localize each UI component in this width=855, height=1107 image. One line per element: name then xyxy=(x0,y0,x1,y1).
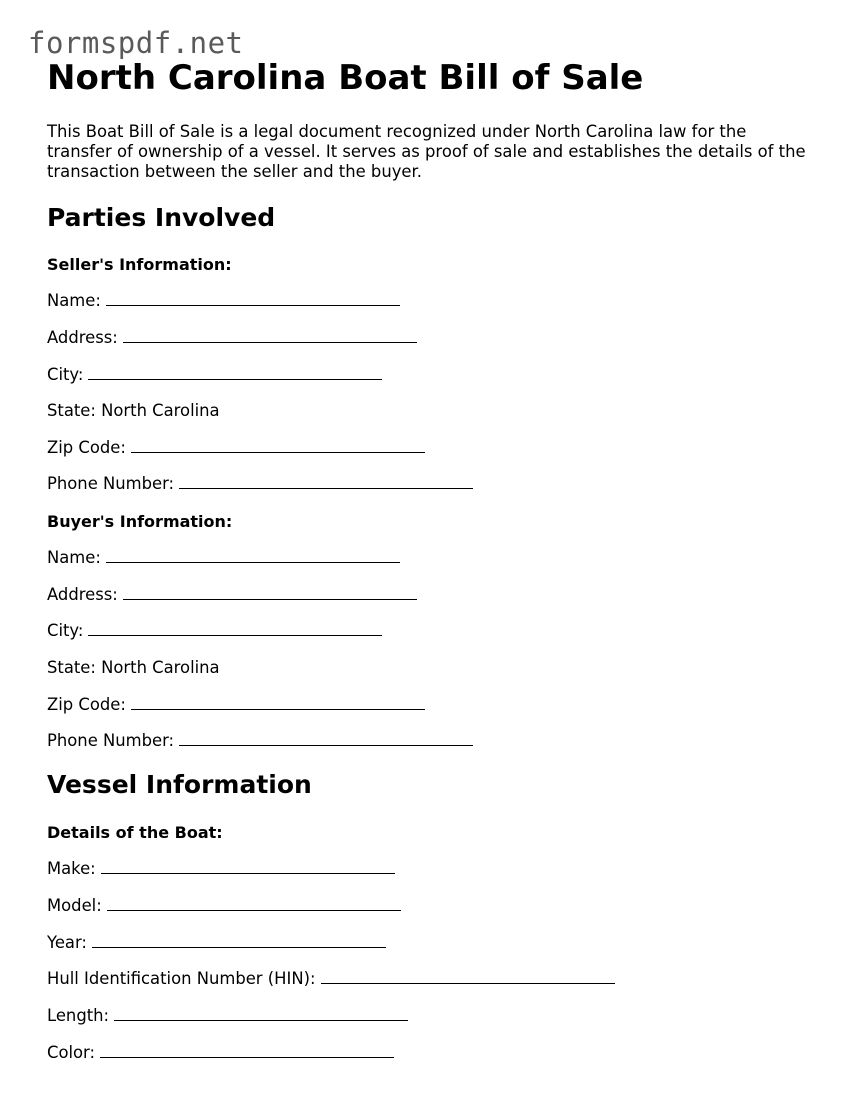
boat-details-heading: Details of the Boat: xyxy=(47,823,223,842)
boat-color-field xyxy=(47,1043,394,1062)
seller-city-field xyxy=(47,365,382,384)
buyer-phone-label: Phone Number: xyxy=(47,731,175,750)
buyer-city-label: City: xyxy=(47,621,84,640)
buyer-name-input[interactable] xyxy=(106,548,400,563)
buyer-name-label: Name: xyxy=(47,548,101,567)
boat-model-input[interactable] xyxy=(107,896,401,911)
seller-address-field xyxy=(47,328,417,347)
seller-phone-field xyxy=(47,474,473,493)
buyer-address-label: Address: xyxy=(47,585,118,604)
buyer-phone-input[interactable] xyxy=(179,731,473,746)
buyer-zip-field xyxy=(47,695,425,714)
seller-address-input[interactable] xyxy=(123,328,417,343)
boat-hin-label: Hull Identification Number (HIN): xyxy=(47,969,316,988)
buyer-address-field xyxy=(47,585,417,604)
document-title: North Carolina Boat Bill of Sale xyxy=(47,58,644,98)
buyer-city-field xyxy=(47,621,382,640)
parties-heading: Parties Involved xyxy=(47,203,276,232)
boat-hin-field xyxy=(47,969,615,988)
seller-city-input[interactable] xyxy=(88,365,382,380)
seller-zip-field xyxy=(47,438,425,457)
buyer-zip-input[interactable] xyxy=(131,695,425,710)
boat-hin-input[interactable] xyxy=(321,969,615,984)
seller-address-label: Address: xyxy=(47,328,118,347)
seller-name-field xyxy=(47,291,400,310)
boat-color-input[interactable] xyxy=(100,1043,394,1058)
seller-state: State: North Carolina xyxy=(47,401,220,420)
boat-length-label: Length: xyxy=(47,1006,110,1025)
boat-make-field xyxy=(47,859,395,878)
buyer-phone-field xyxy=(47,731,473,750)
watermark-logo: formspdf.net xyxy=(28,26,244,60)
boat-make-input[interactable] xyxy=(101,859,395,874)
boat-model-field xyxy=(47,896,401,915)
buyer-heading: Buyer's Information: xyxy=(47,512,233,531)
buyer-name-field xyxy=(47,548,400,567)
boat-length-input[interactable] xyxy=(114,1006,408,1021)
buyer-zip-label: Zip Code: xyxy=(47,695,126,714)
seller-name-label: Name: xyxy=(47,291,101,310)
seller-heading: Seller's Information: xyxy=(47,255,232,274)
seller-phone-input[interactable] xyxy=(179,474,473,489)
buyer-city-input[interactable] xyxy=(88,621,382,636)
boat-year-label: Year: xyxy=(47,933,87,952)
vessel-heading: Vessel Information xyxy=(47,770,312,799)
boat-model-label: Model: xyxy=(47,896,102,915)
boat-year-input[interactable] xyxy=(92,933,386,948)
buyer-address-input[interactable] xyxy=(123,585,417,600)
intro-paragraph: This Boat Bill of Sale is a legal document recognized under North Carolina law for the transfer of ownership of a vessel. It serves as proof of sale and establishes the details of the transaction between the seller and the buyer. xyxy=(47,122,806,181)
boat-length-field xyxy=(47,1006,408,1025)
boat-year-field xyxy=(47,933,386,952)
seller-zip-label: Zip Code: xyxy=(47,438,126,457)
boat-make-label: Make: xyxy=(47,859,96,878)
seller-name-input[interactable] xyxy=(106,291,400,306)
boat-color-label: Color: xyxy=(47,1043,96,1062)
seller-city-label: City: xyxy=(47,365,84,384)
seller-phone-label: Phone Number: xyxy=(47,474,175,493)
buyer-state: State: North Carolina xyxy=(47,658,220,677)
seller-zip-input[interactable] xyxy=(131,438,425,453)
